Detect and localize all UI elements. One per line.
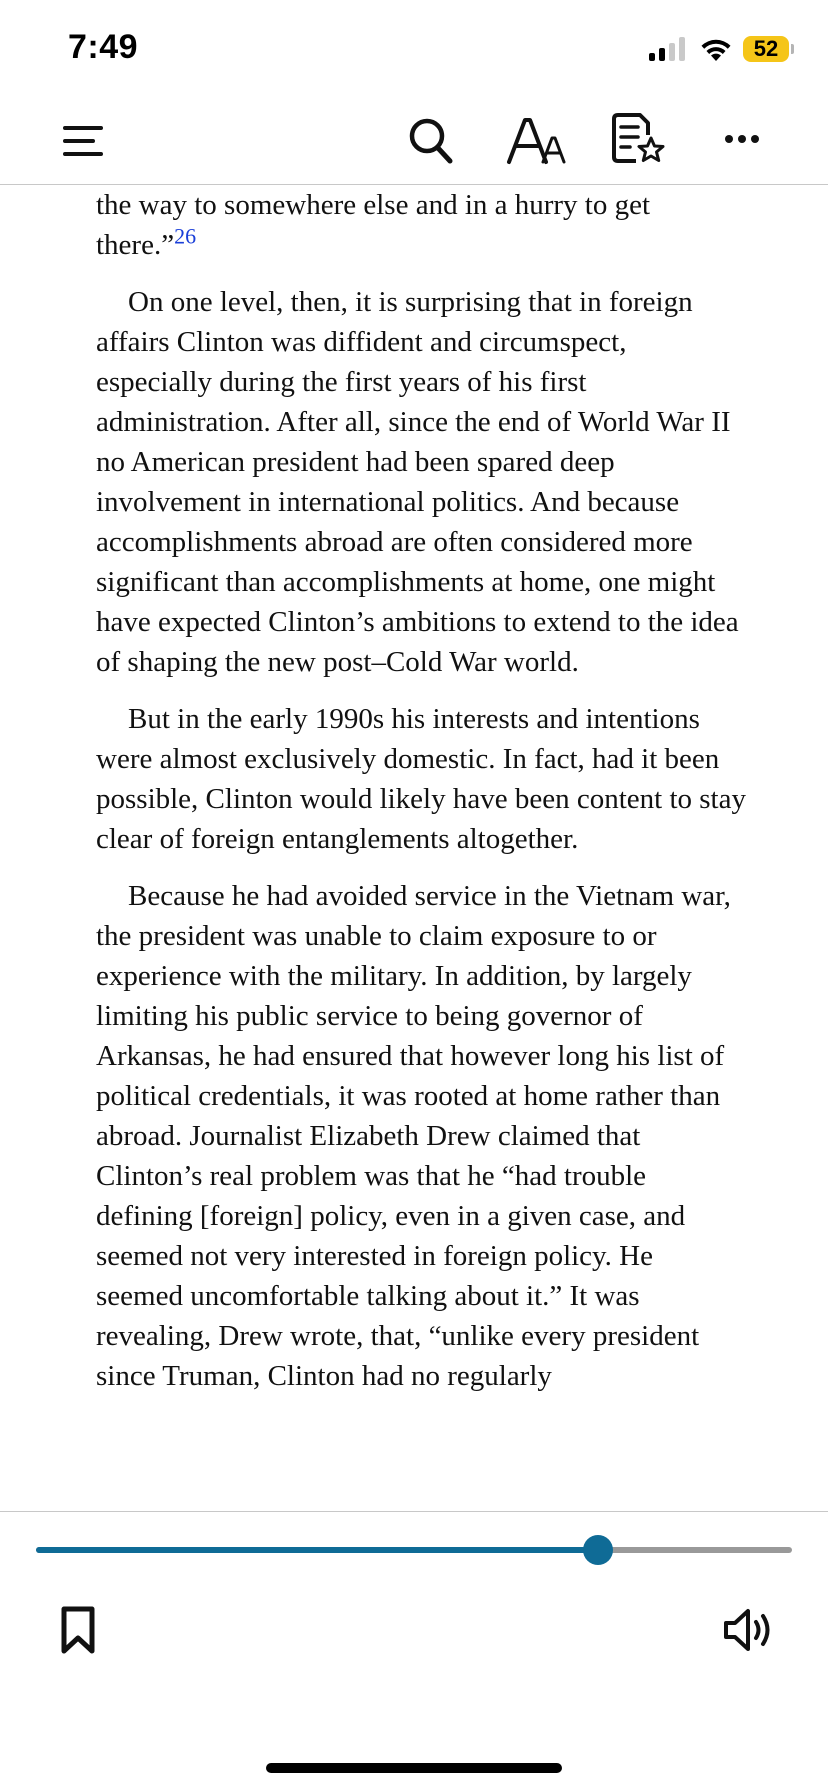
notes-highlights-button[interactable]	[610, 110, 668, 170]
signal-bar	[649, 53, 655, 61]
audio-icon	[722, 1606, 778, 1654]
progress-fill	[36, 1547, 598, 1553]
signal-bar	[679, 37, 685, 61]
font-settings-button[interactable]	[505, 110, 567, 170]
cellular-signal-icon	[649, 37, 685, 61]
menu-button[interactable]	[62, 120, 104, 162]
reader-content[interactable]	[0, 185, 828, 1511]
footnote-link[interactable]: 26	[174, 223, 197, 249]
paragraph: But in the early 1990s his interests and intentions were almost exclusively domestic. In fact, had it been possible, Clinton would likely have been content to stay clear of foreign entanglements altogether.	[96, 703, 746, 855]
paragraph: Because he had avoided service in the Vietnam war, the president was unable to claim exposure to or experience with the military. In addition, by largely limiting his public service to being governor of Arkansas, he had ensured that however long his list of political credentials, it was rooted at home rather than abroad. Journalist Elizabeth Drew claimed that Clinton’s real problem was that he “had trouble defining [foreign] policy, even in a given case, and seemed not very interested in foreign policy. He seemed uncomfortable talking about it.” It was revealing, Drew wrote, that, “unlike every president since Truman, Clinton had no regularly	[96, 880, 731, 1392]
divider	[0, 1511, 828, 1512]
bookmark-icon	[58, 1605, 98, 1655]
paragraph	[96, 185, 746, 265]
bookmark-button[interactable]	[58, 1605, 98, 1655]
signal-bar	[659, 48, 665, 61]
font-size-icon	[505, 112, 567, 168]
book-text	[96, 185, 746, 1413]
paragraph: On one level, then, it is surprising that in foreign affairs Clinton was diffident and circumspect, especially during the first years of his first administration. After all, since the end of World War II no American president had been spared deep involvement in international politics. And because accomplishments abroad are often considered more significant than accomplishments at home, one might have expected Clinton’s ambitions to extend to the idea of shaping the new post–Cold War world.	[96, 286, 739, 678]
more-icon	[724, 134, 760, 144]
search-button[interactable]	[406, 114, 456, 168]
home-indicator	[266, 1763, 562, 1773]
search-icon	[408, 116, 454, 166]
signal-bar	[669, 43, 675, 61]
notes-star-icon	[610, 111, 668, 169]
progress-thumb[interactable]	[583, 1535, 613, 1565]
status-bar	[0, 0, 828, 100]
paragraph-text: the way to somewhere else and in a hurry to get there.”	[96, 189, 651, 261]
menu-icon	[63, 124, 103, 158]
battery-level: 52	[753, 36, 779, 61]
wifi-icon	[699, 36, 733, 62]
status-time: 7:49	[68, 28, 139, 66]
reader-toolbar	[0, 100, 828, 185]
battery-nub	[791, 44, 794, 54]
audio-button[interactable]	[722, 1606, 778, 1654]
reading-progress-slider[interactable]	[36, 1547, 792, 1553]
status-icons	[649, 34, 794, 64]
battery-indicator	[743, 36, 789, 62]
more-button[interactable]	[722, 124, 762, 154]
